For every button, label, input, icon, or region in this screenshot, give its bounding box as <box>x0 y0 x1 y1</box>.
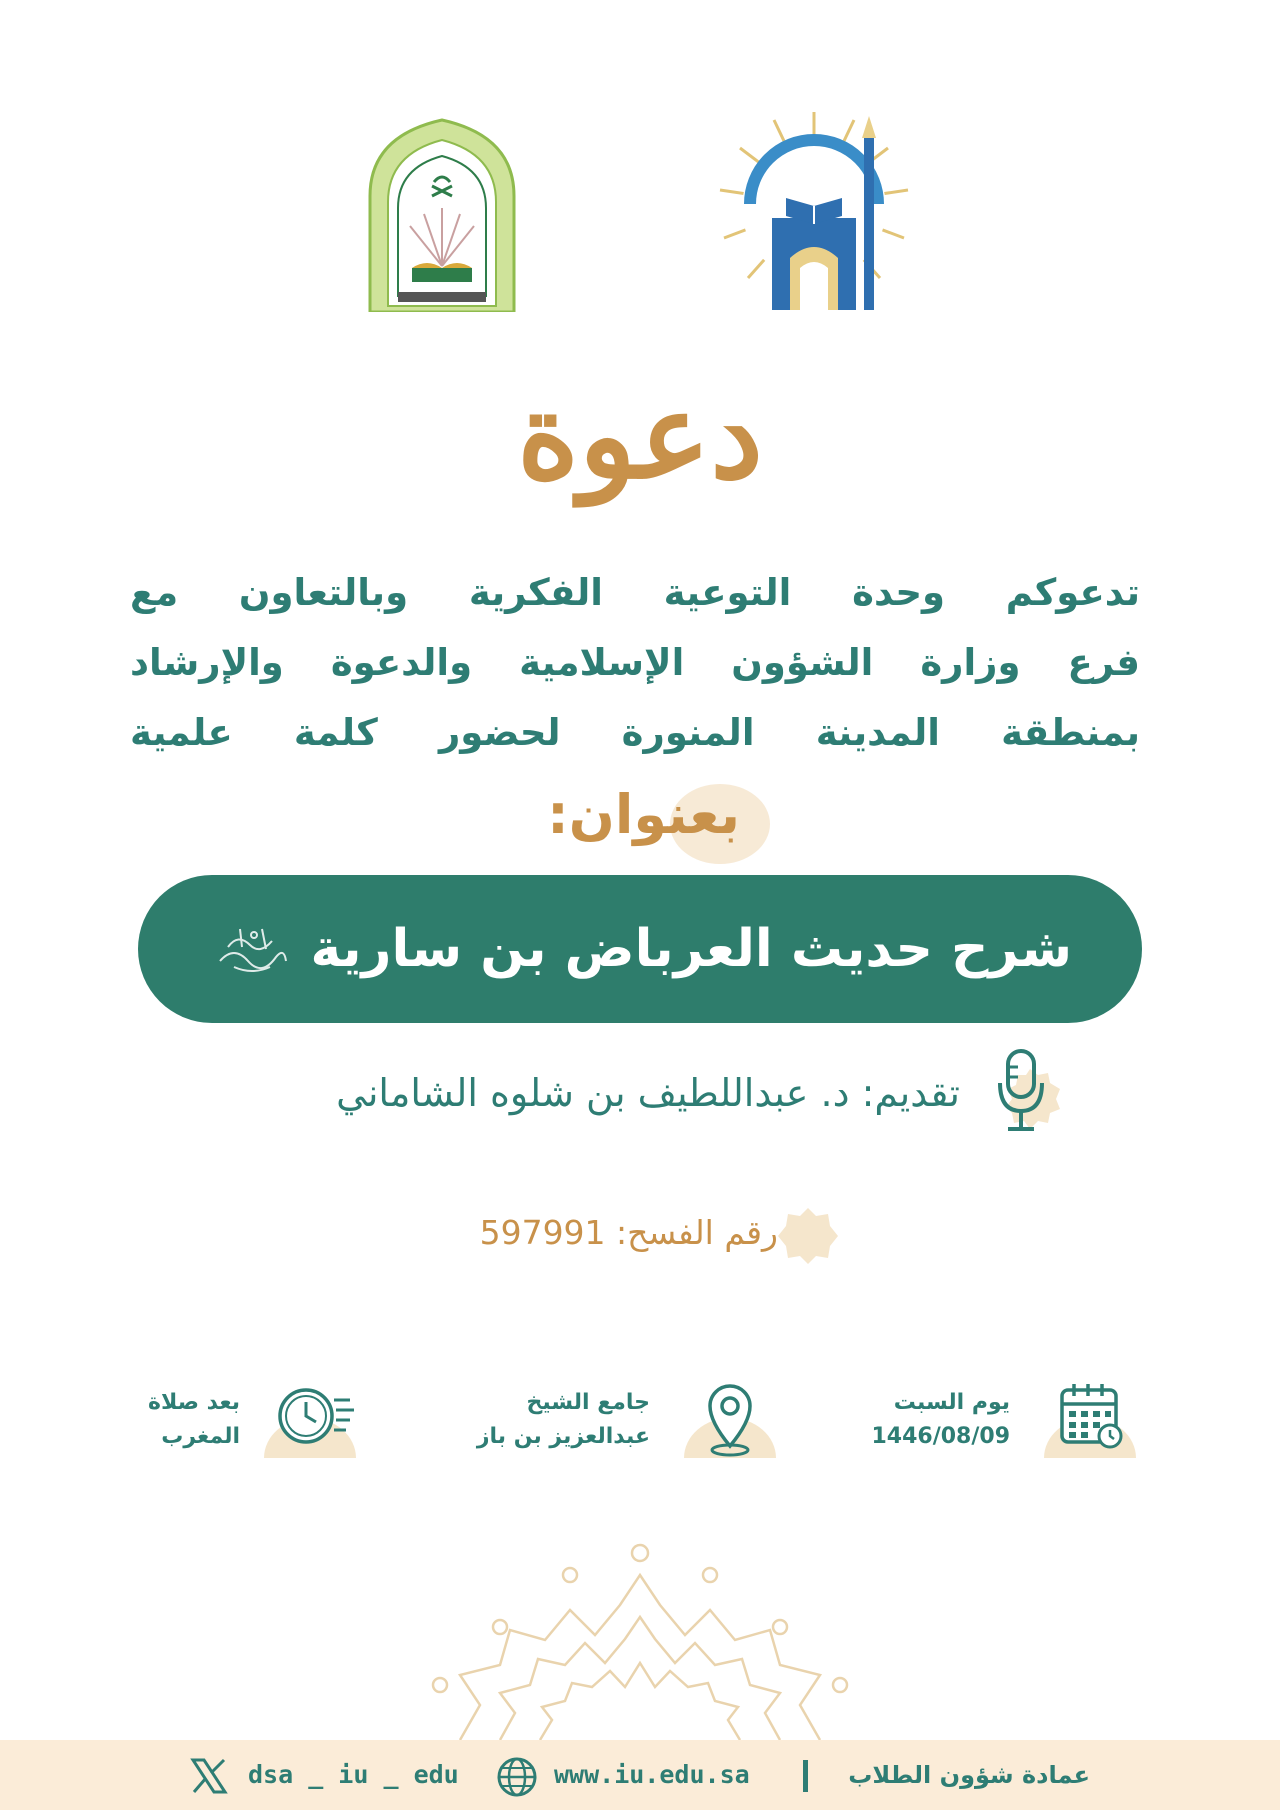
location-pin-icon <box>680 1370 780 1470</box>
date-value: 1446/08/09 <box>871 1424 1010 1449</box>
time-line-2: المغرب <box>161 1424 240 1449</box>
date-day: يوم السبت <box>893 1390 1010 1415</box>
time-text <box>148 1386 240 1454</box>
permit-number: رقم الفسح: 597991 <box>479 1213 778 1252</box>
place-line-1: جامع الشيخ <box>526 1390 650 1415</box>
title-label: بعنوان: <box>547 783 740 846</box>
footer-department: عمادة شؤون الطلاب <box>848 1761 1090 1789</box>
time-detail <box>130 1370 370 1470</box>
time-line-1: بعد صلاة <box>148 1390 240 1415</box>
footer-bar <box>0 1740 1280 1810</box>
presenter-name: تقديم: د. عبداللطيف بن شلوه الشاماني <box>336 1071 960 1115</box>
clock-icon <box>260 1370 360 1470</box>
x-logo-icon <box>190 1758 228 1794</box>
intro-paragraph <box>130 558 1140 768</box>
date-text <box>871 1386 1010 1454</box>
permit-number-row <box>460 1200 840 1270</box>
intro-line: بمنطقة المدينة المنورة لحضور كلمة علمية <box>130 711 1140 754</box>
intro-line: فرع وزارة الشؤون الإسلامية والدعوة والإرشاد <box>130 641 1140 684</box>
university-logo <box>714 108 914 313</box>
globe-icon <box>496 1756 538 1798</box>
invitation-calligraphy <box>517 345 763 525</box>
decorative-pattern <box>420 1535 860 1740</box>
x-handle-link[interactable]: dsa _ iu _ edu <box>248 1760 459 1789</box>
date-detail <box>860 1370 1140 1470</box>
footer-separator <box>803 1760 808 1792</box>
microphone-icon <box>980 1045 1080 1145</box>
badge-decoration-icon <box>776 1204 840 1268</box>
honorific-calligraphy-icon <box>214 917 290 981</box>
website-link[interactable]: www.iu.edu.sa <box>554 1760 750 1789</box>
ministry-logo <box>362 116 522 312</box>
invitation-word: دعوة <box>517 365 763 505</box>
place-line-2: عبدالعزيز بن باز <box>476 1424 650 1449</box>
intro-line: تدعوكم وحدة التوعية الفكرية وبالتعاون مع <box>130 571 1140 614</box>
calendar-icon <box>1040 1370 1140 1470</box>
lecture-title: شرح حديث العرباض بن سارية <box>310 919 1072 979</box>
place-text <box>477 1386 650 1454</box>
lecture-title-banner <box>138 875 1142 1023</box>
place-detail <box>460 1370 780 1470</box>
title-label-group <box>500 780 780 850</box>
presenter-row <box>180 1045 1080 1145</box>
